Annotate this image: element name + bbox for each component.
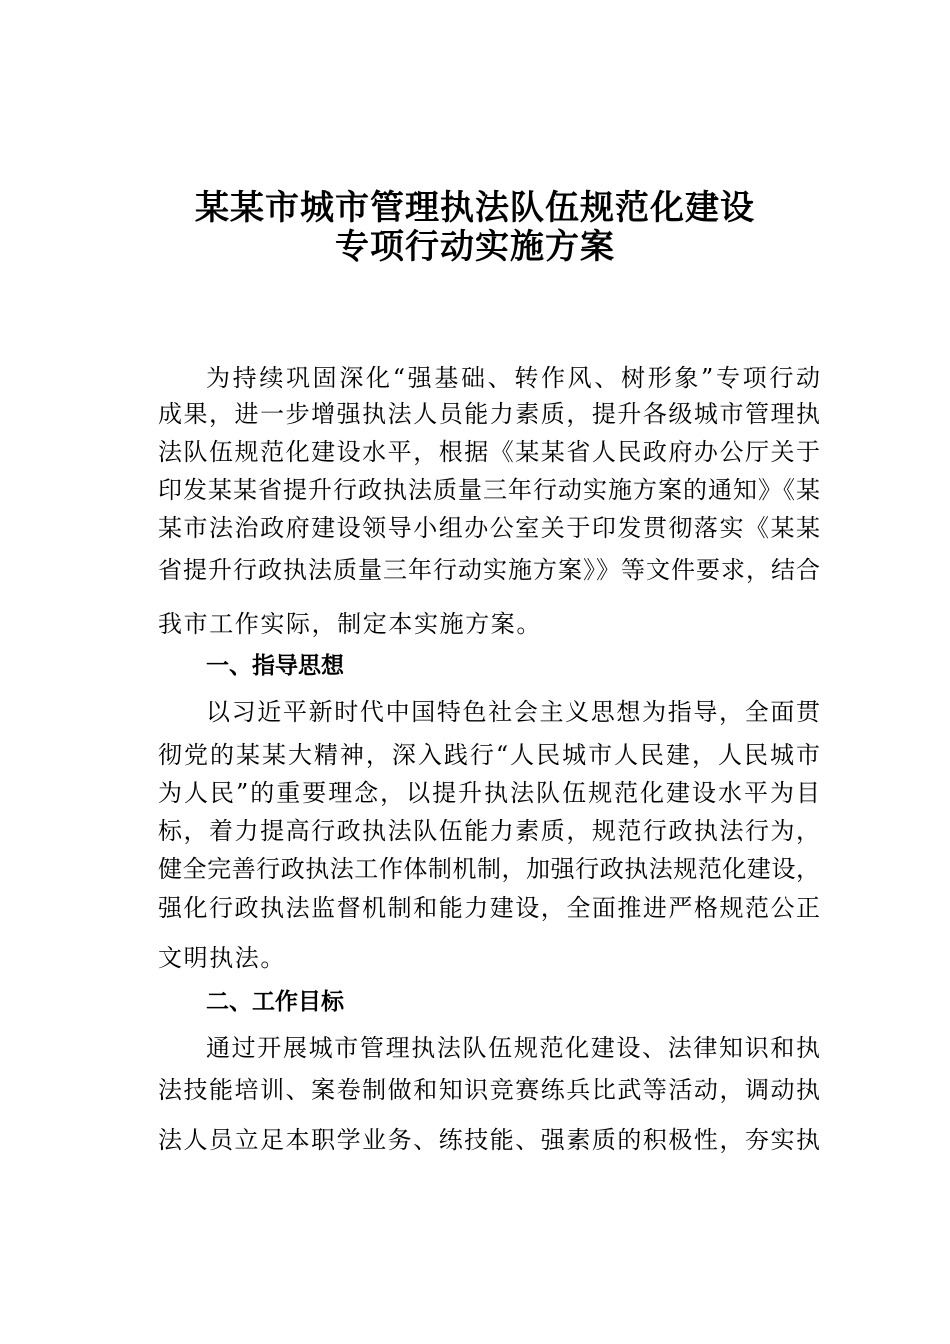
section1-line: 为人民”的重要理念，以提升执法队伍规范化建设水平为目 [158, 779, 820, 807]
intro-line: 我市工作实际，制定本实施方案。 [158, 610, 542, 638]
section1-line: 健全完善行政执法工作体制机制，加强行政执法规范化建设， [158, 855, 820, 883]
document-title-line-1: 某某市城市管理执法队伍规范化建设 [195, 188, 755, 228]
intro-line: 印发某某省提升行政执法质量三年行动实施方案的通知》《某 [158, 476, 820, 504]
section1-line: 彻党的某某大精神，深入践行“人民城市人民建，人民城市 [158, 741, 820, 769]
section-heading-guiding-thought: 一、指导思想 [206, 653, 344, 679]
intro-line: 省提升行政执法质量三年行动实施方案》》等文件要求，结合 [158, 556, 820, 584]
section1-line: 强化行政执法监督机制和能力建设，全面推进严格规范公正 [158, 894, 820, 922]
section2-line: 法技能培训、案卷制做和知识竞赛练兵比武等活动，调动执 [158, 1076, 820, 1104]
document-title-line-2: 专项行动实施方案 [335, 227, 615, 267]
intro-line: 某市法治政府建设领导小组办公室关于印发贯彻落实《某某 [158, 514, 820, 542]
section2-line: 法人员立足本职学业务、练技能、强素质的积极性，夯实执 [158, 1126, 820, 1154]
section2-line: 通过开展城市管理执法队伍规范化建设、法律知识和执 [206, 1034, 820, 1062]
intro-line: 成果，进一步增强执法人员能力素质，提升各级城市管理执 [158, 400, 820, 428]
section-heading-work-goals: 二、工作目标 [206, 989, 344, 1015]
intro-line: 法队伍规范化建设水平，根据《某某省人民政府办公厅关于 [158, 438, 820, 466]
section1-line: 标，着力提高行政执法队伍能力素质，规范行政执法行为， [158, 817, 820, 845]
intro-line: 为持续巩固深化“强基础、转作风、树形象”专项行动 [206, 364, 820, 392]
section1-line: 文明执法。 [158, 944, 286, 972]
section1-line: 以习近平新时代中国特色社会主义思想为指导，全面贯 [206, 698, 820, 726]
